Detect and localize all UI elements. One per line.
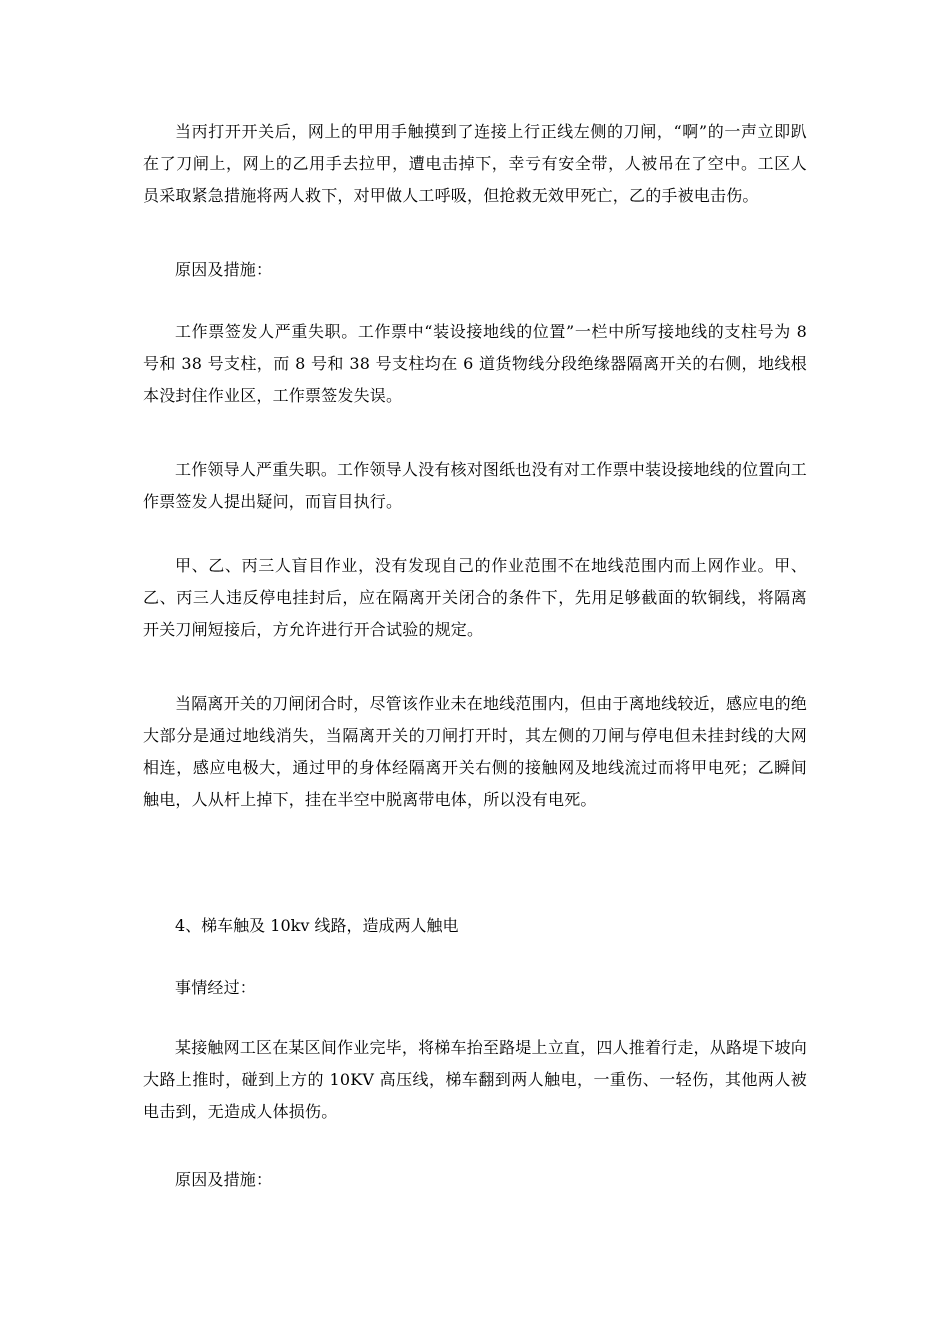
paragraph-causes-heading-2: 原因及措施： <box>175 1170 273 1189</box>
paragraph-work-leader-fault: 工作领导人严重失职。工作领导人没有核对图纸也没有对工作票中装设接地线的位置向工作票签发人提出疑问，而盲目执行。 <box>143 460 807 511</box>
paragraph-ladder-car-description: 某接触网工区在某区间作业完毕，将梯车抬至路堤上立直，四人推着行走，从路堤下坡向大路上推时，碰到上方的 10KV 高压线，梯车翻到两人触电，一重伤、一轻伤，其他两人被电击到，无造成人体损伤。 <box>143 1038 807 1121</box>
paragraph-events-heading: 事情经过： <box>175 978 257 997</box>
paragraph-workers-fault: 甲、乙、丙三人盲目作业，没有发现自己的作业范围不在地线范围内而上网作业。甲、乙、丙三人违反停电挂封后，应在隔离开关闭合的条件下，先用足够截面的软铜线，将隔离开关刀闸短接后，方允许进行开合试验的规定。 <box>143 556 807 639</box>
paragraph-causes-heading-1: 原因及措施： <box>175 260 273 279</box>
section-heading-case-4: 4、梯车触及 10kv 线路，造成两人触电 <box>175 916 459 935</box>
paragraph-accident-description: 当丙打开开关后，网上的甲用手触摸到了连接上行正线左侧的刀闸，“啊”的一声立即趴在了刀闸上，网上的乙用手去拉甲，遭电击掉下，幸亏有安全带，人被吊在了空中。工区人员采取紧急措施将两人救下，对甲做人工呼吸，但抢救无效甲死亡，乙的手被电击伤。 <box>143 122 807 205</box>
paragraph-ticket-issuer-fault: 工作票签发人严重失职。工作票中“装设接地线的位置”一栏中所写接地线的支柱号为 8 号和 38 号支柱，而 8 号和 38 号支柱均在 6 道货物线分段绝缘器隔离开关的右侧，地线根本没封住作业区，工作票签发失误。 <box>143 322 807 405</box>
paragraph-induction-explanation: 当隔离开关的刀闸闭合时，尽管该作业未在地线范围内，但由于离地线较近，感应电的绝大部分是通过地线消失，当隔离开关的刀闸打开时，其左侧的刀闸与停电但未挂封线的大网相连，感应电极大，通过甲的身体经隔离开关右侧的接触网及地线流过而将甲电死；乙瞬间触电，人从杆上掉下，挂在半空中脱离带电体，所以没有电死。 <box>143 694 807 809</box>
